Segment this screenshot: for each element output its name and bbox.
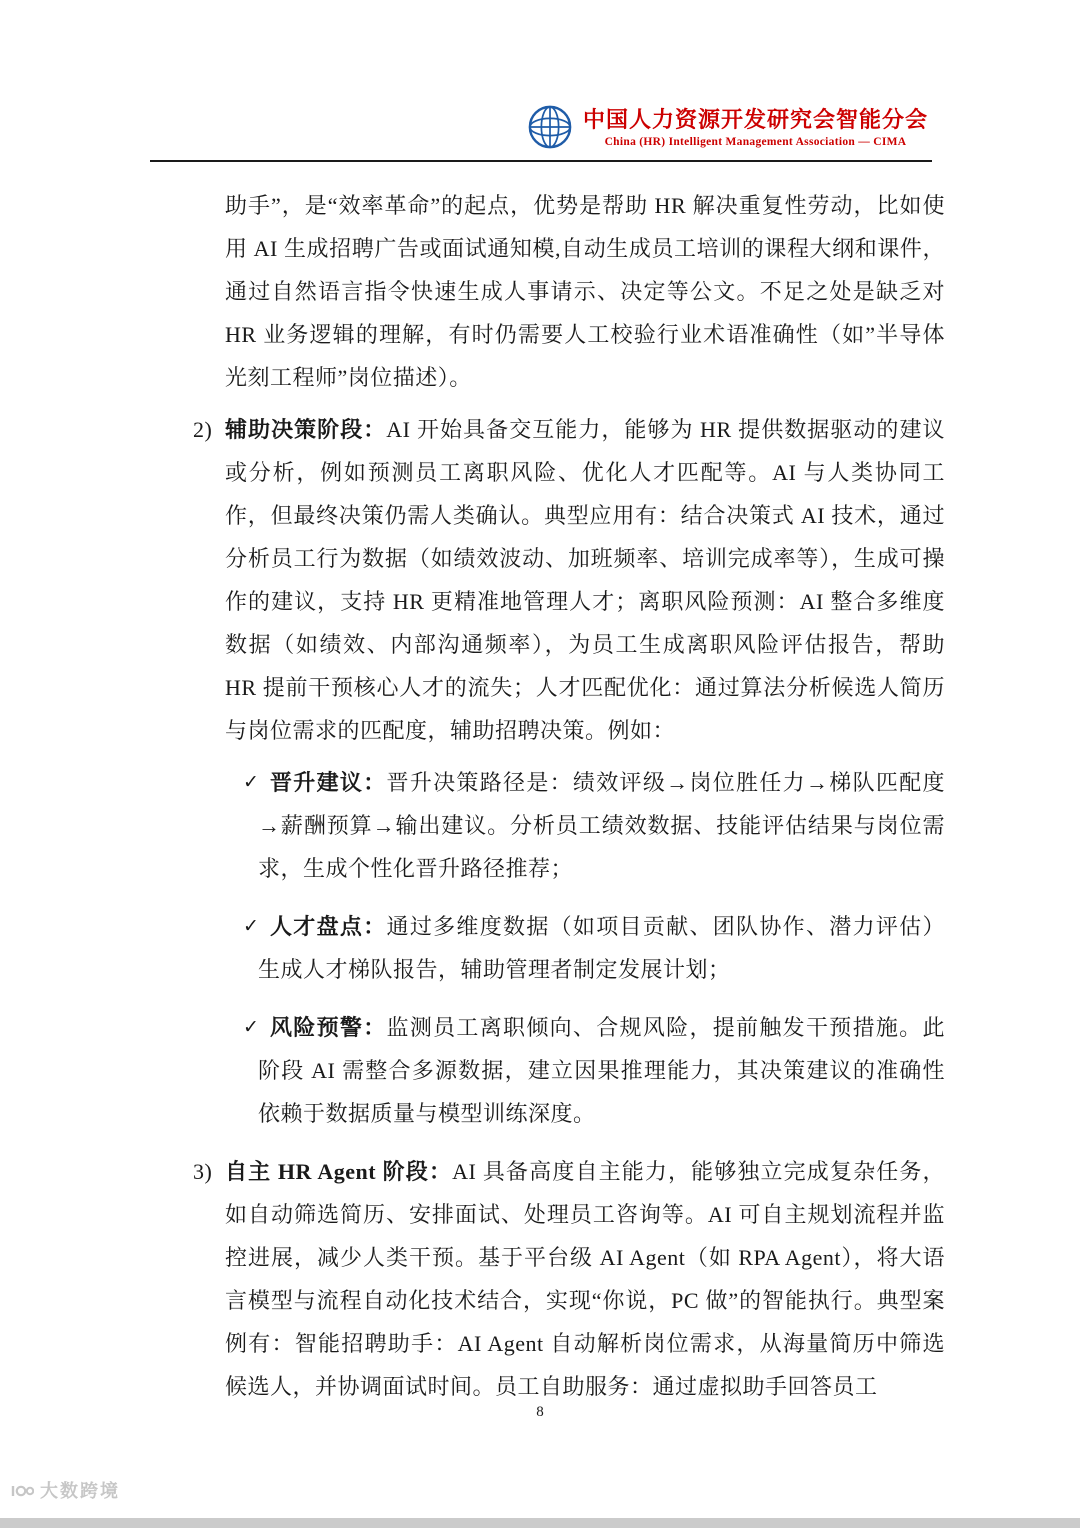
watermark-text: 大数跨境 bbox=[40, 1481, 120, 1501]
next-page-edge bbox=[0, 1518, 1080, 1528]
text-segment: AI 开始具备交互能力，能够为 HR 提供数据驱动的建议或分析，例如预测员工离职风险、优化人才匹配等。AI 与人类协同工作，但最终决策仍需人类确认。典型应用有：结合决策式 AI 技术，通过分析员工行为数据（如绩效波动、加班频率、培训完成率等），生成可操作的建议，支持 HR 更精准地管理人才；离职风险预测：AI 整合多维度数据（如绩效、内部沟通频率），为员工生成离职风险评估报告，帮助 HR 提前干预核心人才的流失；人才匹配优化：通过算法分析候选人简历与岗位需求的匹配度，辅助招聘决策。例如： bbox=[225, 417, 945, 743]
document-body bbox=[193, 184, 945, 1417]
header-text bbox=[583, 107, 928, 148]
text-segment: 监测员工离职倾向、合规风险，提前触发干预措施。此阶段 AI 需整合多源数据，建立因果推理能力，其决策建议的准确性依赖于数据质量与模型训练深度。 bbox=[258, 1015, 945, 1126]
watermark-logo-icon bbox=[10, 1480, 34, 1500]
check-icon: ✓ bbox=[243, 772, 260, 793]
text-segment: 风险预警： bbox=[270, 1015, 387, 1040]
paragraph bbox=[225, 184, 945, 399]
list-item bbox=[243, 761, 945, 890]
text-segment: 人才盘点： bbox=[270, 914, 387, 939]
text-segment: 自主 HR Agent 阶段： bbox=[225, 1159, 453, 1184]
org-name: 中国人力资源开发研究会智能分会 bbox=[582, 106, 928, 132]
page-number: 8 bbox=[536, 1404, 544, 1420]
page-header bbox=[527, 104, 928, 150]
header-divider bbox=[150, 160, 932, 162]
list-item bbox=[193, 408, 945, 752]
text-segment: 通过多维度数据（如项目贡献、团队协作、潜力评估）生成人才梯队报告，辅助管理者制定发展计划； bbox=[258, 914, 945, 982]
text-segment: 晋升决策路径是：绩效评级→岗位胜任力→梯队匹配度→薪酬预算→输出建议。分析员工绩效数据、技能评估结果与岗位需求，生成个性化晋升路径推荐； bbox=[258, 770, 945, 881]
text-segment: 晋升建议： bbox=[270, 770, 387, 795]
association-globe-logo-icon bbox=[527, 104, 573, 150]
check-icon: ✓ bbox=[243, 1017, 260, 1038]
list-number: 2) bbox=[193, 417, 213, 442]
check-icon: ✓ bbox=[243, 916, 260, 937]
text-segment: 助手”，是“效率革命”的起点，优势是帮助 HR 解决重复性劳动，比如使用 AI 生成招聘广告或面试通知模,自动生成员工培训的课程大纲和课件，通过自然语言指令快速生成人事请示、决定等公文。不足之处是缺乏对 HR 业务逻辑的理解，有时仍需要人工校验行业术语准确性（如”半导体光刻工程师”岗位描述）。 bbox=[225, 193, 945, 390]
list-item bbox=[193, 1150, 945, 1408]
org-subtitle: China (HR) Intelligent Management Association — CIMA bbox=[604, 135, 907, 148]
list-item bbox=[243, 905, 945, 991]
text-segment: 辅助决策阶段： bbox=[225, 417, 387, 442]
list-item bbox=[243, 1006, 945, 1135]
watermark bbox=[10, 1477, 120, 1503]
list-number: 3) bbox=[193, 1159, 213, 1184]
text-segment: AI 具备高度自主能力，能够独立完成复杂任务，如自动筛选简历、安排面试、处理员工咨询等。AI 可自主规划流程并监控进展，减少人类干预。基于平台级 AI Agent（如 RPA Agent），将大语言模型与流程自动化技术结合，实现“你说，PC 做”的智能执行。典型案例有：智能招聘助手：AI Agent 自动解析岗位需求，从海量简历中筛选候选人，并协调面试时间。员工自助服务：通过虚拟助手回答员工 bbox=[225, 1159, 945, 1399]
